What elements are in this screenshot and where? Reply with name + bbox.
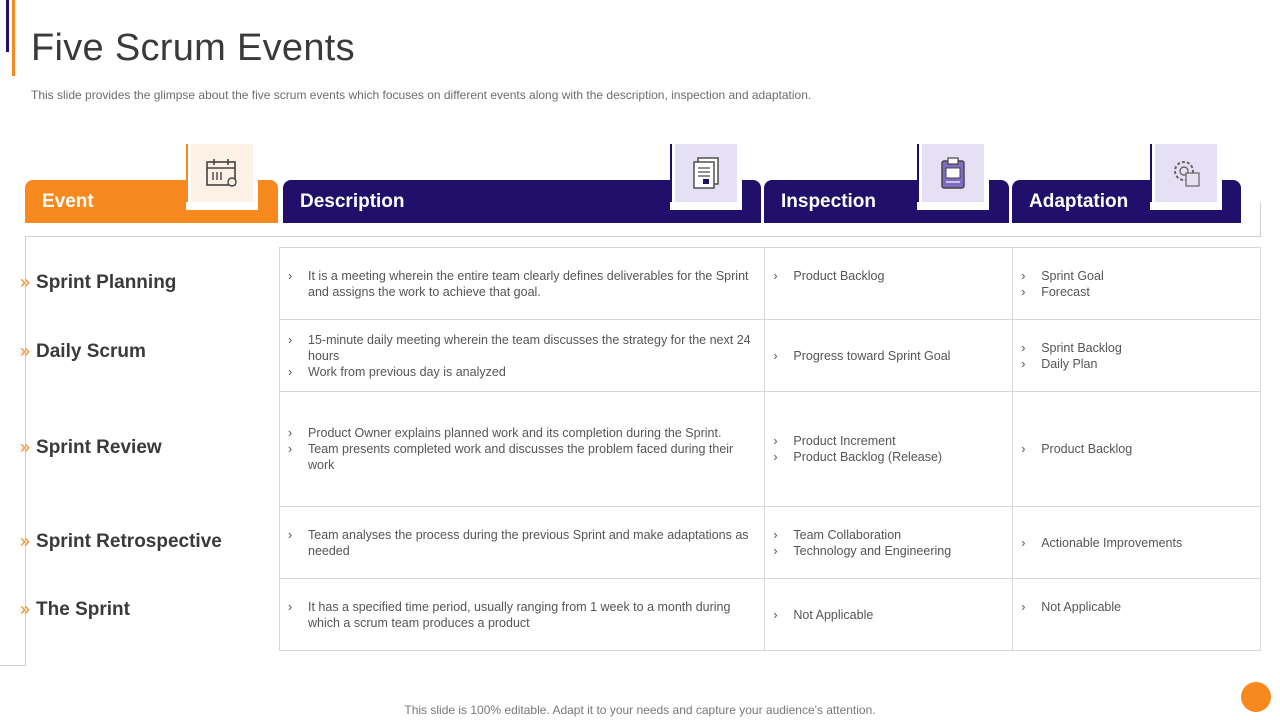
chevron-right-icon: »: [20, 531, 31, 551]
description-cell: [280, 507, 765, 579]
adaptation-icon-box: [1150, 144, 1222, 210]
list-item: › Not Applicable: [1021, 599, 1248, 615]
list-item: › It has a specified time period, usually ranging from 1 week to a month during which a scrum team produces a product: [288, 599, 752, 631]
document-icon: [690, 156, 722, 190]
chevron-right-icon: »: [20, 599, 31, 619]
list-item: › Not Applicable: [773, 607, 1000, 623]
description-cell: [280, 320, 765, 392]
list-item: › Forecast: [1021, 284, 1248, 300]
adaptation-cell: [1013, 248, 1261, 320]
settings-gear-icon: [1169, 156, 1203, 190]
list-item: › Sprint Goal: [1021, 268, 1248, 284]
description-cell: [280, 248, 765, 320]
list-item: › 15-minute daily meeting wherein the team discusses the strategy for the next 24 hours: [288, 332, 752, 364]
event-sprint-retrospective: » Sprint Retrospective: [20, 531, 222, 552]
table-row: [280, 579, 1261, 651]
list-item: › Sprint Backlog: [1021, 340, 1248, 356]
footer-note: This slide is 100% editable. Adapt it to your needs and capture your audience's attention.: [404, 703, 876, 717]
decorative-dot: [1241, 682, 1271, 712]
chevron-right-icon: »: [20, 437, 31, 457]
table-row: [280, 392, 1261, 507]
adaptation-cell: [1013, 507, 1261, 579]
list-item: › Progress toward Sprint Goal: [773, 348, 1000, 364]
inspection-icon-box: [917, 144, 989, 210]
list-item: › Daily Plan: [1021, 356, 1248, 372]
list-item: › Product Backlog (Release): [773, 449, 1000, 465]
title-accent-bar: [6, 0, 9, 52]
table-row: [280, 248, 1261, 320]
description-cell: [280, 579, 765, 651]
chevron-right-icon: »: [20, 341, 31, 361]
adaptation-cell: [1013, 320, 1261, 392]
frame-line: [0, 665, 26, 666]
adaptation-cell: [1013, 392, 1261, 507]
event-icon-box: [186, 144, 258, 210]
inspection-cell: [765, 248, 1013, 320]
adaptation-cell: [1013, 579, 1261, 651]
description-icon-box: [670, 144, 742, 210]
description-cell: [280, 392, 765, 507]
list-item: › Product Backlog: [773, 268, 1000, 284]
table-row: [280, 507, 1261, 579]
clipboard-icon: [939, 156, 967, 190]
inspection-cell: [765, 320, 1013, 392]
header-inspection: Inspection: [764, 180, 1009, 223]
list-item: › Team analyses the process during the previous Sprint and make adaptations as needed: [288, 527, 752, 559]
list-item: › Team Collaboration: [773, 527, 1000, 543]
frame-line: [1260, 202, 1261, 237]
list-item: › Team presents completed work and discusses the problem faced during their work: [288, 441, 752, 473]
calendar-icon: [205, 157, 239, 189]
title-accent-bar-orange: [12, 0, 15, 76]
list-item: › Work from previous day is analyzed: [288, 364, 752, 380]
frame-line: [25, 236, 1261, 237]
event-sprint-review: » Sprint Review: [20, 437, 162, 458]
page-title: Five Scrum Events: [31, 27, 355, 69]
header-adaptation: Adaptation: [1012, 180, 1241, 223]
list-item: › It is a meeting wherein the entire team clearly defines deliverables for the Sprint and assigns the work to achieve that goal.: [288, 268, 752, 300]
scrum-events-table: [279, 247, 1261, 651]
table-row: [280, 320, 1261, 392]
header-description: Description: [283, 180, 761, 223]
header-event: Event: [25, 180, 278, 223]
list-item: › Product Increment: [773, 433, 1000, 449]
event-daily-scrum: » Daily Scrum: [20, 341, 146, 362]
event-sprint-planning: » Sprint Planning: [20, 272, 177, 293]
list-item: › Technology and Engineering: [773, 543, 1000, 559]
event-the-sprint: » The Sprint: [20, 599, 130, 620]
list-item: › Product Owner explains planned work and its completion during the Sprint.: [288, 425, 752, 441]
chevron-right-icon: »: [20, 272, 31, 292]
inspection-cell: [765, 579, 1013, 651]
inspection-cell: [765, 392, 1013, 507]
list-item: › Product Backlog: [1021, 441, 1248, 457]
list-item: › Actionable Improvements: [1021, 535, 1248, 551]
inspection-cell: [765, 507, 1013, 579]
page-subtitle: This slide provides the glimpse about the five scrum events which focuses on different events along with the description, inspection and adaptation.: [31, 88, 812, 102]
